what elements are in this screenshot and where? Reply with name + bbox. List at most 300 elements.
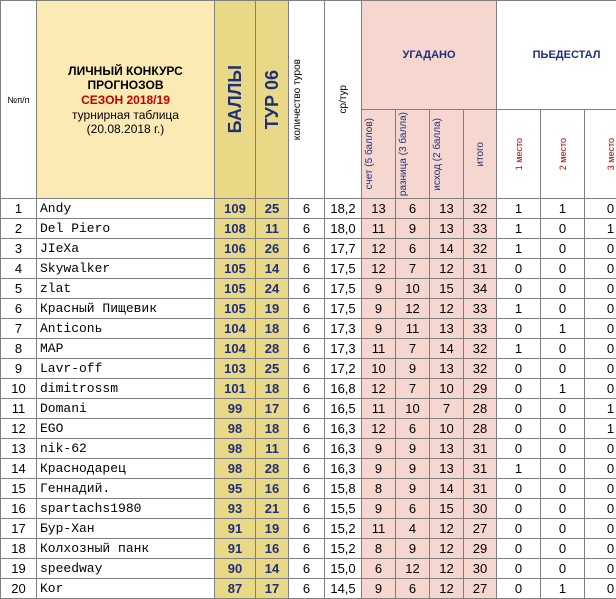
score-guessed-cell: 11 bbox=[362, 219, 396, 239]
total-guessed-cell: 29 bbox=[464, 539, 497, 559]
table-row bbox=[1, 399, 616, 419]
table-row bbox=[1, 579, 616, 599]
place3-count-cell: 0 bbox=[585, 579, 616, 599]
tours-count-cell: 6 bbox=[289, 359, 325, 379]
table-row bbox=[1, 279, 616, 299]
row-index-cell: 8 bbox=[1, 339, 37, 359]
place3-count-cell: 0 bbox=[585, 319, 616, 339]
tour-points-cell: 26 bbox=[256, 239, 289, 259]
place2-count-cell: 1 bbox=[541, 579, 585, 599]
table-row bbox=[1, 319, 616, 339]
table-body bbox=[1, 199, 616, 599]
score-guessed-cell: 9 bbox=[362, 279, 396, 299]
score-guessed-cell: 10 bbox=[362, 359, 396, 379]
tour-points-cell: 18 bbox=[256, 379, 289, 399]
tours-count-cell: 6 bbox=[289, 399, 325, 419]
score-guessed-cell: 9 bbox=[362, 579, 396, 599]
player-name-cell: Del Piero bbox=[37, 219, 215, 239]
place3-count-cell: 0 bbox=[585, 239, 616, 259]
place1-header: 1 место bbox=[497, 110, 541, 199]
podium-group-header: ПЬЕДЕСТАЛ bbox=[497, 1, 616, 110]
total-guessed-cell: 32 bbox=[464, 239, 497, 259]
total-guessed-cell: 31 bbox=[464, 259, 497, 279]
place1-count-cell: 1 bbox=[497, 219, 541, 239]
table-row bbox=[1, 199, 616, 219]
average-cell: 17,3 bbox=[325, 319, 362, 339]
tours-count-cell: 6 bbox=[289, 419, 325, 439]
diff-guessed-cell: 9 bbox=[396, 439, 430, 459]
tours-count-cell: 6 bbox=[289, 519, 325, 539]
player-name-cell: Красный Пищевик bbox=[37, 299, 215, 319]
tour-points-cell: 18 bbox=[256, 419, 289, 439]
points-cell: 87 bbox=[215, 579, 256, 599]
player-name-cell: Skywalker bbox=[37, 259, 215, 279]
diff-guessed-cell: 6 bbox=[396, 239, 430, 259]
average-cell: 17,3 bbox=[325, 339, 362, 359]
outcome-guessed-cell: 7 bbox=[430, 399, 464, 419]
row-index-cell: 17 bbox=[1, 519, 37, 539]
outcome-guessed-cell: 13 bbox=[430, 359, 464, 379]
total-guessed-cell: 28 bbox=[464, 419, 497, 439]
row-index-cell: 10 bbox=[1, 379, 37, 399]
place2-count-cell: 0 bbox=[541, 299, 585, 319]
tour-points-cell: 19 bbox=[256, 519, 289, 539]
score-guessed-cell: 9 bbox=[362, 299, 396, 319]
table-row bbox=[1, 539, 616, 559]
place3-count-cell: 1 bbox=[585, 419, 616, 439]
points-cell: 98 bbox=[215, 439, 256, 459]
player-name-cell: Lavr-off bbox=[37, 359, 215, 379]
points-cell: 105 bbox=[215, 279, 256, 299]
average-cell: 17,7 bbox=[325, 239, 362, 259]
tours-count-cell: 6 bbox=[289, 259, 325, 279]
average-cell: 15,2 bbox=[325, 539, 362, 559]
average-cell: 15,0 bbox=[325, 559, 362, 579]
row-index-cell: 20 bbox=[1, 579, 37, 599]
place3-header: 3 место bbox=[585, 110, 616, 199]
points-cell: 93 bbox=[215, 499, 256, 519]
points-header: БАЛЛЫ bbox=[215, 1, 256, 199]
tours-count-cell: 6 bbox=[289, 379, 325, 399]
place2-count-cell: 0 bbox=[541, 339, 585, 359]
count-header: количество туров bbox=[289, 1, 325, 199]
row-index-cell: 13 bbox=[1, 439, 37, 459]
points-cell: 103 bbox=[215, 359, 256, 379]
score-guessed-cell: 12 bbox=[362, 379, 396, 399]
tour-points-cell: 18 bbox=[256, 319, 289, 339]
average-cell: 15,2 bbox=[325, 519, 362, 539]
place1-count-cell: 0 bbox=[497, 539, 541, 559]
outcome-guessed-cell: 13 bbox=[430, 199, 464, 219]
place2-count-cell: 0 bbox=[541, 439, 585, 459]
outcome-guessed-cell: 12 bbox=[430, 299, 464, 319]
diff-guessed-cell: 12 bbox=[396, 299, 430, 319]
place3-count-cell: 0 bbox=[585, 259, 616, 279]
total-guessed-cell: 32 bbox=[464, 359, 497, 379]
diff-guessed-cell: 7 bbox=[396, 339, 430, 359]
outcome-guessed-cell: 13 bbox=[430, 219, 464, 239]
outcome-guessed-cell: 13 bbox=[430, 439, 464, 459]
place2-count-cell: 1 bbox=[541, 199, 585, 219]
place1-count-cell: 0 bbox=[497, 519, 541, 539]
total-guessed-cell: 30 bbox=[464, 499, 497, 519]
diff-guessed-cell: 6 bbox=[396, 199, 430, 219]
tour-points-cell: 16 bbox=[256, 479, 289, 499]
tour-points-cell: 14 bbox=[256, 259, 289, 279]
average-cell: 16,8 bbox=[325, 379, 362, 399]
diff-guessed-cell: 6 bbox=[396, 579, 430, 599]
total-guessed-cell: 33 bbox=[464, 219, 497, 239]
table-row bbox=[1, 239, 616, 259]
total-guessed-cell: 29 bbox=[464, 379, 497, 399]
place2-count-cell: 0 bbox=[541, 559, 585, 579]
title-line2: ПРОГНОЗОВ bbox=[37, 78, 214, 92]
row-index-cell: 19 bbox=[1, 559, 37, 579]
score-guessed-cell: 9 bbox=[362, 499, 396, 519]
total-guessed-cell: 33 bbox=[464, 319, 497, 339]
table-row bbox=[1, 259, 616, 279]
diff-guessed-cell: 12 bbox=[396, 559, 430, 579]
points-cell: 104 bbox=[215, 339, 256, 359]
tours-count-cell: 6 bbox=[289, 459, 325, 479]
table-row bbox=[1, 339, 616, 359]
table-row bbox=[1, 459, 616, 479]
outcome-guessed-cell: 13 bbox=[430, 459, 464, 479]
score-guessed-cell: 9 bbox=[362, 319, 396, 339]
average-cell: 15,5 bbox=[325, 499, 362, 519]
tours-count-cell: 6 bbox=[289, 319, 325, 339]
tour-points-cell: 17 bbox=[256, 399, 289, 419]
score-guessed-cell: 6 bbox=[362, 559, 396, 579]
place1-count-cell: 1 bbox=[497, 239, 541, 259]
outcome-guessed-cell: 14 bbox=[430, 239, 464, 259]
total-guessed-cell: 34 bbox=[464, 279, 497, 299]
player-name-cell: speedway bbox=[37, 559, 215, 579]
place3-count-cell: 0 bbox=[585, 499, 616, 519]
points-cell: 101 bbox=[215, 379, 256, 399]
place3-count-cell: 0 bbox=[585, 299, 616, 319]
diff-guessed-cell: 9 bbox=[396, 479, 430, 499]
average-cell: 18,2 bbox=[325, 199, 362, 219]
place3-count-cell: 0 bbox=[585, 339, 616, 359]
row-index-cell: 2 bbox=[1, 219, 37, 239]
points-cell: 95 bbox=[215, 479, 256, 499]
player-name-cell: Геннадий. bbox=[37, 479, 215, 499]
place2-count-cell: 0 bbox=[541, 459, 585, 479]
tours-count-cell: 6 bbox=[289, 239, 325, 259]
place1-count-cell: 0 bbox=[497, 279, 541, 299]
place1-count-cell: 0 bbox=[497, 579, 541, 599]
average-cell: 18,0 bbox=[325, 219, 362, 239]
place1-count-cell: 1 bbox=[497, 339, 541, 359]
player-name-cell: dimitrossm bbox=[37, 379, 215, 399]
total-guessed-cell: 31 bbox=[464, 479, 497, 499]
tours-count-cell: 6 bbox=[289, 559, 325, 579]
place2-count-cell: 0 bbox=[541, 539, 585, 559]
points-cell: 98 bbox=[215, 419, 256, 439]
row-index-cell: 14 bbox=[1, 459, 37, 479]
player-name-cell: JIeXa bbox=[37, 239, 215, 259]
tour-points-cell: 21 bbox=[256, 499, 289, 519]
place3-count-cell: 0 bbox=[585, 379, 616, 399]
diff-guessed-cell: 10 bbox=[396, 399, 430, 419]
place1-count-cell: 0 bbox=[497, 359, 541, 379]
place2-count-cell: 0 bbox=[541, 519, 585, 539]
place2-count-cell: 0 bbox=[541, 279, 585, 299]
score-guessed-cell: 8 bbox=[362, 539, 396, 559]
tour-points-cell: 25 bbox=[256, 359, 289, 379]
subtitle-line2: (20.08.2018 г.) bbox=[37, 122, 214, 136]
outcome-guessed-cell: 13 bbox=[430, 319, 464, 339]
diff-guessed-cell: 7 bbox=[396, 379, 430, 399]
tours-count-cell: 6 bbox=[289, 499, 325, 519]
place2-count-cell: 0 bbox=[541, 239, 585, 259]
score-guessed-cell: 13 bbox=[362, 199, 396, 219]
outcome-guessed-cell: 12 bbox=[430, 259, 464, 279]
outcome-header: исход (2 балла) bbox=[430, 110, 464, 199]
place3-count-cell: 1 bbox=[585, 399, 616, 419]
points-cell: 105 bbox=[215, 259, 256, 279]
score-guessed-cell: 12 bbox=[362, 419, 396, 439]
tours-count-cell: 6 bbox=[289, 479, 325, 499]
tour-points-cell: 11 bbox=[256, 439, 289, 459]
place3-count-cell: 1 bbox=[585, 219, 616, 239]
player-name-cell: EGO bbox=[37, 419, 215, 439]
diff-guessed-cell: 4 bbox=[396, 519, 430, 539]
score-guessed-cell: 12 bbox=[362, 239, 396, 259]
player-name-cell: Kor bbox=[37, 579, 215, 599]
table-row bbox=[1, 299, 616, 319]
tour-points-cell: 25 bbox=[256, 199, 289, 219]
score-guessed-cell: 9 bbox=[362, 439, 396, 459]
player-name-cell: zlat bbox=[37, 279, 215, 299]
diff-guessed-cell: 11 bbox=[396, 319, 430, 339]
tour-points-cell: 11 bbox=[256, 219, 289, 239]
score-guessed-cell: 9 bbox=[362, 459, 396, 479]
table-row bbox=[1, 359, 616, 379]
table-row bbox=[1, 419, 616, 439]
average-cell: 16,3 bbox=[325, 439, 362, 459]
average-cell: 17,5 bbox=[325, 279, 362, 299]
diff-header: разница (3 балла) bbox=[396, 110, 430, 199]
total-guessed-cell: 31 bbox=[464, 439, 497, 459]
row-index-cell: 9 bbox=[1, 359, 37, 379]
subtitle-line1: турнирная таблица bbox=[37, 108, 214, 122]
place3-count-cell: 0 bbox=[585, 459, 616, 479]
place3-count-cell: 0 bbox=[585, 359, 616, 379]
place3-count-cell: 0 bbox=[585, 439, 616, 459]
tour-points-cell: 19 bbox=[256, 299, 289, 319]
total-guessed-cell: 30 bbox=[464, 559, 497, 579]
tours-count-cell: 6 bbox=[289, 339, 325, 359]
place2-count-cell: 0 bbox=[541, 259, 585, 279]
place3-count-cell: 0 bbox=[585, 199, 616, 219]
points-cell: 104 bbox=[215, 319, 256, 339]
place1-count-cell: 1 bbox=[497, 299, 541, 319]
table-row bbox=[1, 519, 616, 539]
total-header: итого bbox=[464, 110, 497, 199]
place1-count-cell: 0 bbox=[497, 559, 541, 579]
total-guessed-cell: 28 bbox=[464, 399, 497, 419]
tour-header: ТУР 06 bbox=[256, 1, 289, 199]
tour-points-cell: 28 bbox=[256, 459, 289, 479]
place2-count-cell: 0 bbox=[541, 479, 585, 499]
score-guessed-cell: 11 bbox=[362, 339, 396, 359]
tours-count-cell: 6 bbox=[289, 219, 325, 239]
score-guessed-cell: 11 bbox=[362, 519, 396, 539]
outcome-guessed-cell: 14 bbox=[430, 479, 464, 499]
points-cell: 105 bbox=[215, 299, 256, 319]
avg-header: ср/тур bbox=[325, 1, 362, 199]
total-guessed-cell: 32 bbox=[464, 339, 497, 359]
place2-count-cell: 0 bbox=[541, 419, 585, 439]
tours-count-cell: 6 bbox=[289, 279, 325, 299]
player-name-cell: Domani bbox=[37, 399, 215, 419]
player-name-cell: nik-62 bbox=[37, 439, 215, 459]
points-cell: 99 bbox=[215, 399, 256, 419]
average-cell: 16,3 bbox=[325, 419, 362, 439]
place2-count-cell: 0 bbox=[541, 219, 585, 239]
table-row bbox=[1, 439, 616, 459]
place1-count-cell: 0 bbox=[497, 479, 541, 499]
place1-count-cell: 0 bbox=[497, 379, 541, 399]
outcome-guessed-cell: 12 bbox=[430, 539, 464, 559]
points-cell: 90 bbox=[215, 559, 256, 579]
place3-count-cell: 0 bbox=[585, 559, 616, 579]
tours-count-cell: 6 bbox=[289, 579, 325, 599]
player-name-cell: MAP bbox=[37, 339, 215, 359]
place2-count-cell: 1 bbox=[541, 379, 585, 399]
guessed-group-header: УГАДАНО bbox=[362, 1, 497, 110]
outcome-guessed-cell: 12 bbox=[430, 579, 464, 599]
place3-count-cell: 0 bbox=[585, 279, 616, 299]
table-row bbox=[1, 499, 616, 519]
place1-count-cell: 0 bbox=[497, 319, 541, 339]
tour-points-cell: 16 bbox=[256, 539, 289, 559]
row-index-cell: 4 bbox=[1, 259, 37, 279]
average-cell: 17,2 bbox=[325, 359, 362, 379]
score-header: счет (5 баллов) bbox=[362, 110, 396, 199]
outcome-guessed-cell: 14 bbox=[430, 339, 464, 359]
diff-guessed-cell: 6 bbox=[396, 499, 430, 519]
outcome-guessed-cell: 12 bbox=[430, 519, 464, 539]
place1-count-cell: 1 bbox=[497, 459, 541, 479]
player-name-cell: spartachs1980 bbox=[37, 499, 215, 519]
outcome-guessed-cell: 15 bbox=[430, 499, 464, 519]
points-cell: 91 bbox=[215, 519, 256, 539]
player-name-cell: Andy bbox=[37, 199, 215, 219]
diff-guessed-cell: 9 bbox=[396, 459, 430, 479]
place2-count-cell: 0 bbox=[541, 359, 585, 379]
diff-guessed-cell: 9 bbox=[396, 219, 430, 239]
average-cell: 16,3 bbox=[325, 459, 362, 479]
title-block bbox=[37, 1, 215, 199]
diff-guessed-cell: 6 bbox=[396, 419, 430, 439]
points-cell: 98 bbox=[215, 459, 256, 479]
title-line1: ЛИЧНЫЙ КОНКУРС bbox=[37, 64, 214, 78]
header-row bbox=[1, 1, 616, 110]
tour-points-cell: 14 bbox=[256, 559, 289, 579]
place1-count-cell: 0 bbox=[497, 399, 541, 419]
points-cell: 91 bbox=[215, 539, 256, 559]
outcome-guessed-cell: 15 bbox=[430, 279, 464, 299]
place2-count-cell: 1 bbox=[541, 319, 585, 339]
row-index-cell: 1 bbox=[1, 199, 37, 219]
place3-count-cell: 0 bbox=[585, 539, 616, 559]
points-cell: 108 bbox=[215, 219, 256, 239]
tour-points-cell: 28 bbox=[256, 339, 289, 359]
player-name-cell: Бур-Хан bbox=[37, 519, 215, 539]
player-name-cell: Anticonь bbox=[37, 319, 215, 339]
place2-count-cell: 0 bbox=[541, 499, 585, 519]
row-index-cell: 5 bbox=[1, 279, 37, 299]
tours-count-cell: 6 bbox=[289, 299, 325, 319]
place3-count-cell: 0 bbox=[585, 479, 616, 499]
row-index-cell: 16 bbox=[1, 499, 37, 519]
row-index-cell: 12 bbox=[1, 419, 37, 439]
place2-count-cell: 0 bbox=[541, 399, 585, 419]
place1-count-cell: 0 bbox=[497, 439, 541, 459]
diff-guessed-cell: 7 bbox=[396, 259, 430, 279]
table-row bbox=[1, 219, 616, 239]
place1-count-cell: 1 bbox=[497, 199, 541, 219]
table-row bbox=[1, 559, 616, 579]
score-guessed-cell: 11 bbox=[362, 399, 396, 419]
tours-count-cell: 6 bbox=[289, 199, 325, 219]
outcome-guessed-cell: 10 bbox=[430, 419, 464, 439]
row-index-cell: 6 bbox=[1, 299, 37, 319]
table-row bbox=[1, 379, 616, 399]
place1-count-cell: 0 bbox=[497, 259, 541, 279]
place1-count-cell: 0 bbox=[497, 499, 541, 519]
diff-guessed-cell: 9 bbox=[396, 359, 430, 379]
table-row bbox=[1, 479, 616, 499]
place1-count-cell: 0 bbox=[497, 419, 541, 439]
place2-header: 2 место bbox=[541, 110, 585, 199]
player-name-cell: Краснодарец bbox=[37, 459, 215, 479]
player-name-cell: Колхозный панк bbox=[37, 539, 215, 559]
score-guessed-cell: 12 bbox=[362, 259, 396, 279]
row-index-cell: 11 bbox=[1, 399, 37, 419]
outcome-guessed-cell: 10 bbox=[430, 379, 464, 399]
tour-points-cell: 24 bbox=[256, 279, 289, 299]
total-guessed-cell: 33 bbox=[464, 299, 497, 319]
outcome-guessed-cell: 12 bbox=[430, 559, 464, 579]
average-cell: 16,5 bbox=[325, 399, 362, 419]
row-index-cell: 15 bbox=[1, 479, 37, 499]
average-cell: 15,8 bbox=[325, 479, 362, 499]
score-guessed-cell: 8 bbox=[362, 479, 396, 499]
points-cell: 109 bbox=[215, 199, 256, 219]
average-cell: 17,5 bbox=[325, 259, 362, 279]
row-index-cell: 7 bbox=[1, 319, 37, 339]
total-guessed-cell: 32 bbox=[464, 199, 497, 219]
average-cell: 17,5 bbox=[325, 299, 362, 319]
total-guessed-cell: 31 bbox=[464, 459, 497, 479]
tours-count-cell: 6 bbox=[289, 439, 325, 459]
average-cell: 14,5 bbox=[325, 579, 362, 599]
total-guessed-cell: 27 bbox=[464, 579, 497, 599]
diff-guessed-cell: 10 bbox=[396, 279, 430, 299]
points-cell: 106 bbox=[215, 239, 256, 259]
tours-count-cell: 6 bbox=[289, 539, 325, 559]
diff-guessed-cell: 9 bbox=[396, 539, 430, 559]
total-guessed-cell: 27 bbox=[464, 519, 497, 539]
row-index-cell: 3 bbox=[1, 239, 37, 259]
season-label: СЕЗОН 2018/19 bbox=[37, 92, 214, 108]
tour-points-cell: 17 bbox=[256, 579, 289, 599]
row-index-cell: 18 bbox=[1, 539, 37, 559]
